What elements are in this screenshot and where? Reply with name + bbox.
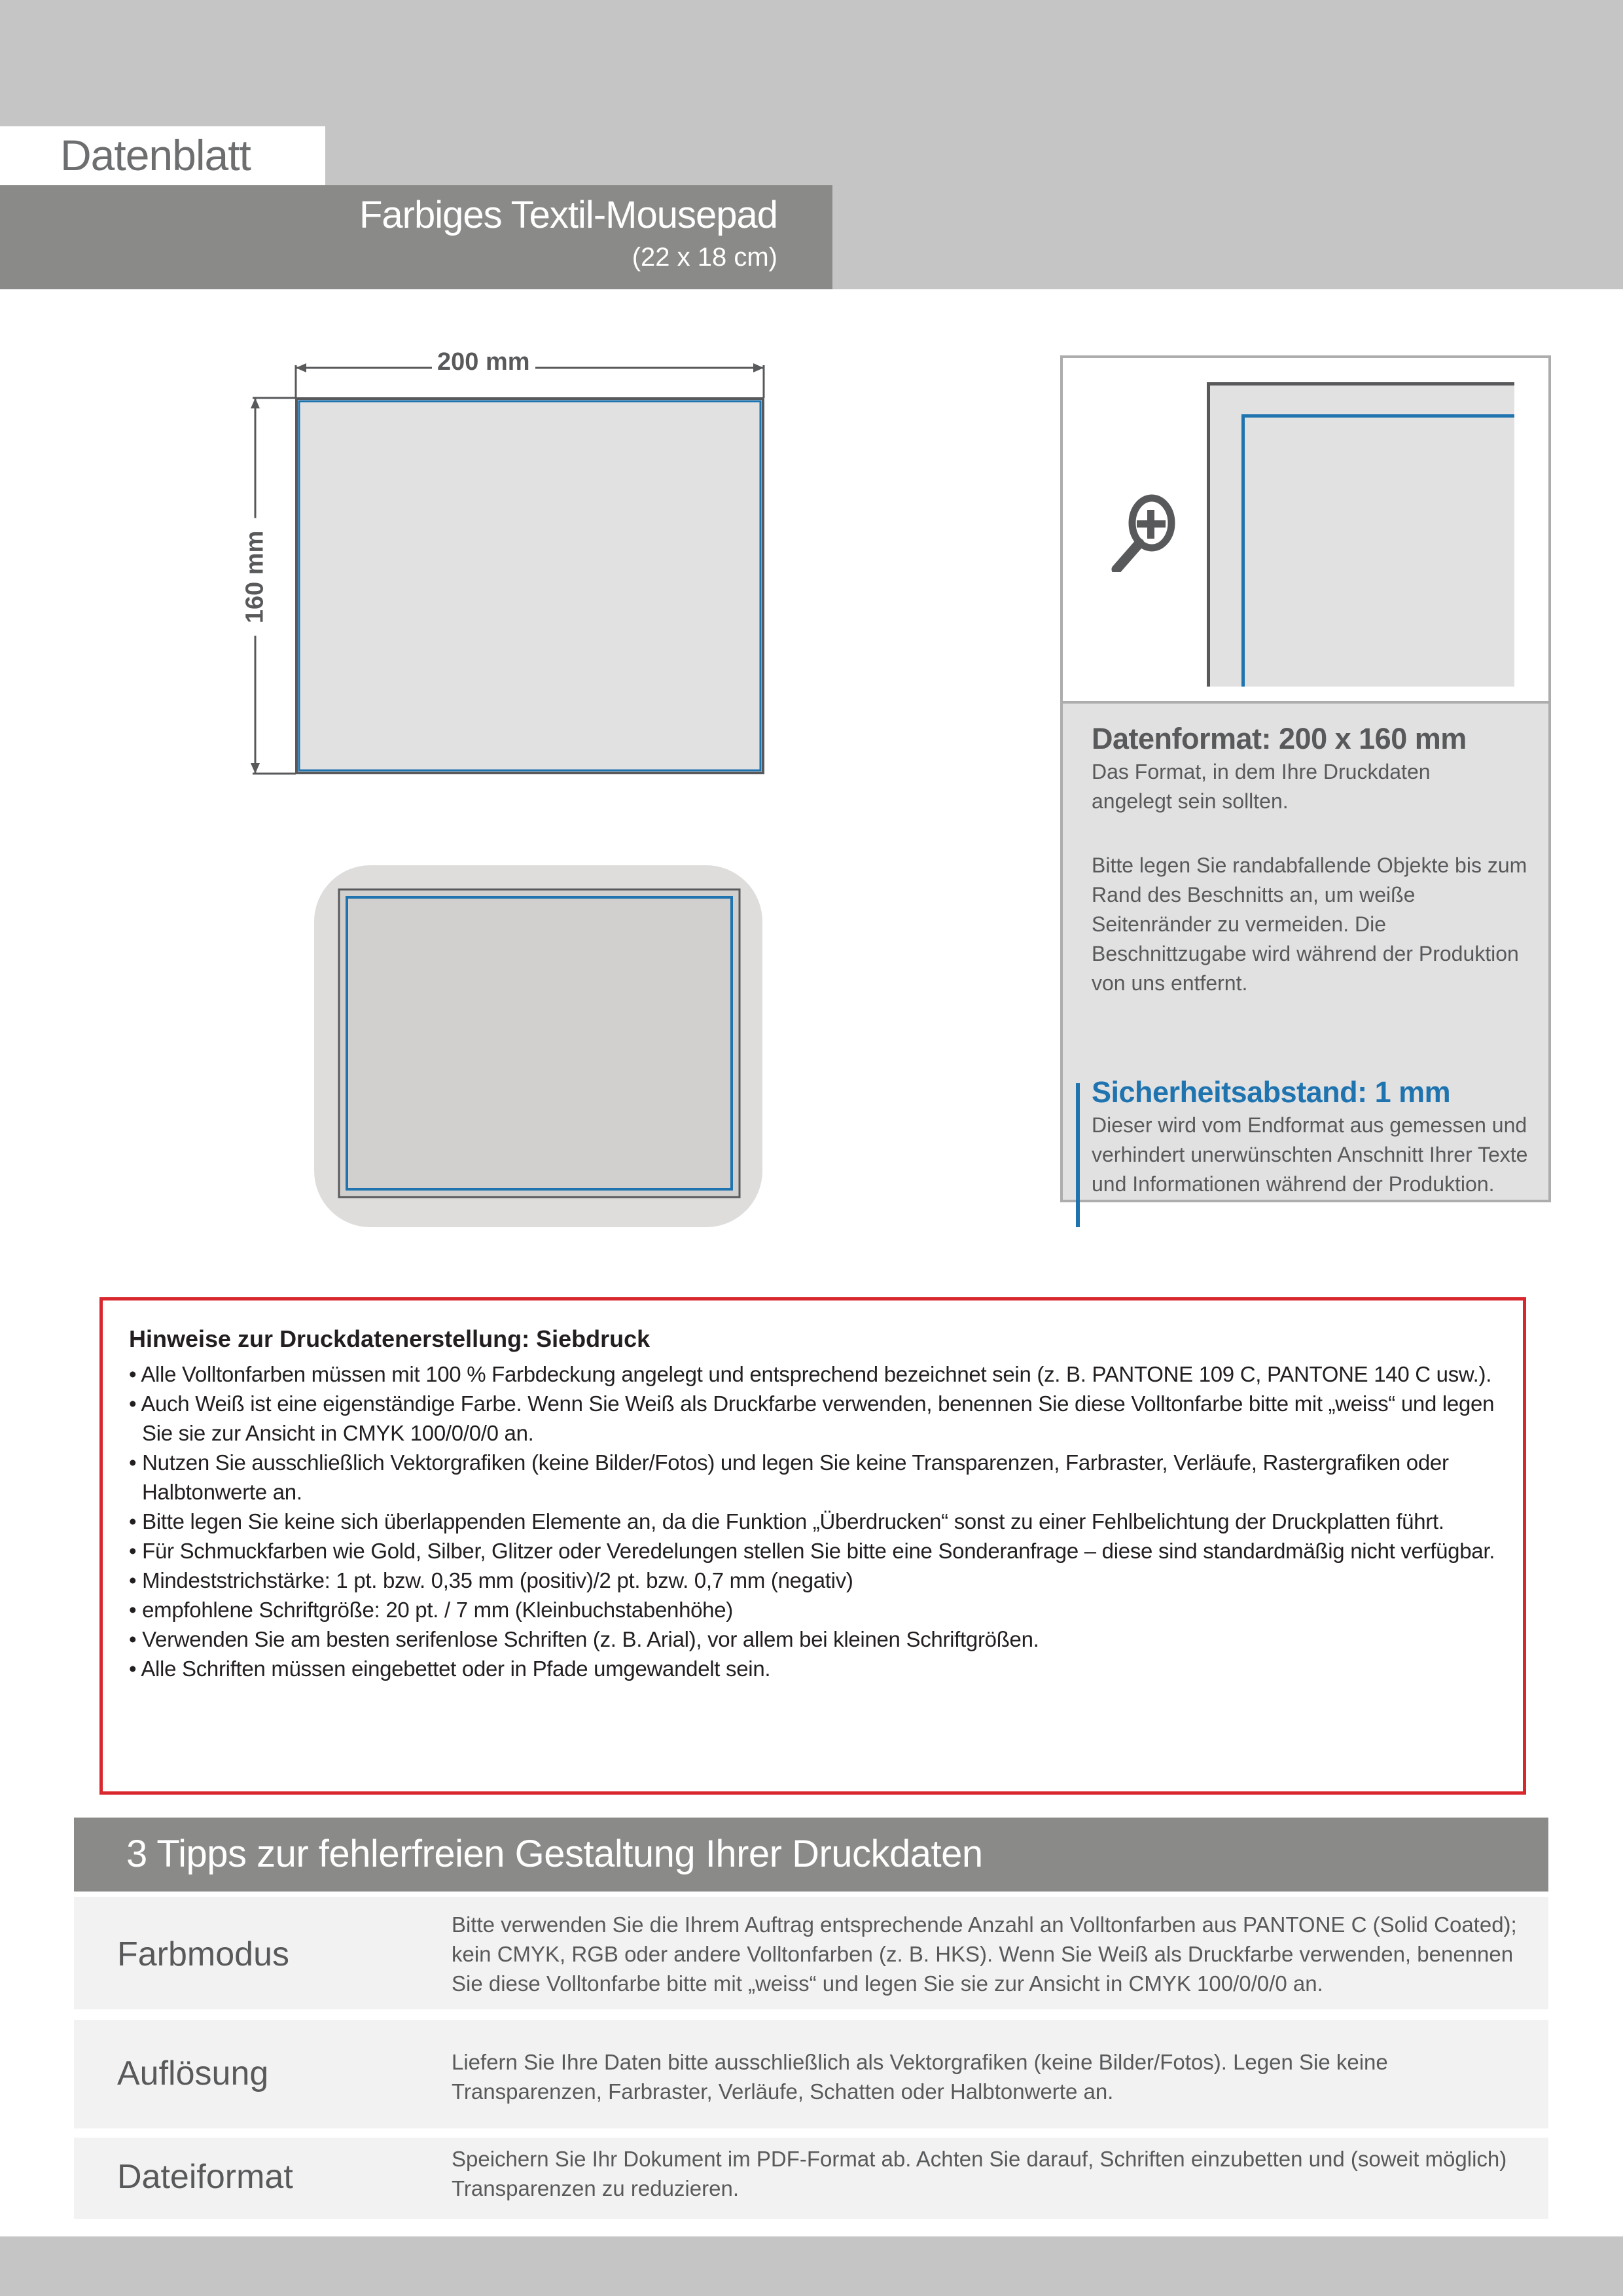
tip-row-farbmodus (74, 1897, 1548, 2009)
tips-header (74, 1818, 1548, 1892)
zoom-bleed-corner (1207, 382, 1514, 687)
hint-item: • Bitte legen Sie keine sich überlappenden Elemente an, da die Funktion „Überdrucken“ sonst zu einer Fehlbelichtung der Druckplatten führt. (129, 1507, 1503, 1536)
tip-label: Auflösung (117, 2054, 269, 2092)
info-text-area (1063, 704, 1548, 1200)
height-label: 160 mm (241, 518, 270, 636)
safety-accent-bar (1076, 1083, 1080, 1227)
product-size: (22 x 18 cm) (632, 243, 777, 272)
arrow-down-icon (251, 763, 260, 774)
mousepad-drawing (314, 865, 762, 1227)
product-title: Farbiges Textil-Mousepad (359, 194, 777, 236)
arrow-right-icon (753, 363, 764, 372)
arrow-left-icon (296, 363, 306, 372)
hint-item: • Alle Schriften müssen eingebettet oder in Pfade umgewandelt sein. (129, 1654, 1503, 1683)
dimension-drawing (236, 347, 798, 792)
zoom-detail (1063, 358, 1548, 704)
pad-cut-line (339, 889, 740, 1197)
hint-item: • Auch Weiß ist eine eigenständige Farbe. Wenn Sie Weiß als Druckfarbe verwenden, benennen Sie diese Volltonfarbe bitte mit „weiss“ und legen Sie sie zur Ansicht in CMYK 100/0/0/0 an. (129, 1389, 1503, 1448)
hint-item: • Für Schmuckfarben wie Gold, Silber, Glitzer oder Veredelungen stellen Sie bitte eine Sonderanfrage – diese sind standardmäßig nicht verfügbar. (129, 1536, 1503, 1566)
hints-box (99, 1297, 1526, 1795)
hint-item: • Alle Volltonfarben müssen mit 100 % Farbdeckung angelegt und entsprechend bezeichnet sein (z. B. PANTONE 109 C, PANTONE 140 C usw.). (129, 1359, 1503, 1389)
tip-row-dateiformat (74, 2138, 1548, 2219)
hints-title: Hinweise zur Druckdatenerstellung: Siebdruck (129, 1325, 651, 1352)
tip-label: Farbmodus (117, 1935, 289, 1973)
hints-list (129, 1359, 1503, 1683)
info-panel (1060, 355, 1551, 1202)
doc-type-title: Datenblatt (60, 131, 251, 179)
format-description: Das Format, in dem Ihre Druckdaten angelegt sein sollten. (1092, 760, 1431, 813)
safety-heading: Sicherheitsabstand: 1 mm (1092, 1075, 1451, 1109)
tip-text: Speichern Sie Ihr Dokument im PDF-Format ab. Achten Sie darauf, Schriften einzubetten und (soweit möglich) Transparenzen zu reduzieren. (452, 2147, 1507, 2200)
mousepad-preview (314, 865, 762, 1227)
dimension-diagram (236, 347, 798, 792)
zoom-safety-corner (1241, 414, 1514, 687)
zoom-in-icon (1103, 492, 1183, 572)
tips-title: 3 Tipps zur fehlerfreien Gestaltung Ihrer Druckdaten (126, 1833, 983, 1875)
width-label: 200 mm (432, 348, 535, 376)
bleed-description: Bitte legen Sie randabfallende Objekte bis zum Rand des Beschnitts an, um weiße Seitenränder zu vermeiden. Die Beschnittzugabe wird während der Produktion von uns entfernt. (1092, 853, 1527, 995)
hint-item: • Verwenden Sie am besten serifenlose Schriften (z. B. Arial), vor allem bei kleinen Schriftgrößen. (129, 1624, 1503, 1654)
tip-label: Dateiformat (117, 2158, 293, 2196)
format-heading: Datenformat: 200 x 160 mm (1092, 722, 1467, 755)
hint-item: • empfohlene Schriftgröße: 20 pt. / 7 mm (Kleinbuchstabenhöhe) (129, 1595, 1503, 1624)
doc-type-box (0, 126, 325, 185)
tip-text: Bitte verwenden Sie die Ihrem Auftrag entsprechende Anzahl an Volltonfarben aus PANTONE C (Solid Coated); kein CMYK, RGB oder andere Volltonfarben (z. B. HKS). Wenn Sie Weiß als Druckfarbe verwenden, benennen Sie diese Volltonfarbe bitte mit „weiss“ und legen Sie sie zur Ansicht in CMYK 100/0/0/0 an. (452, 1912, 1517, 1996)
arrow-up-icon (251, 398, 260, 408)
footer-band (0, 2236, 1623, 2296)
hint-item: • Nutzen Sie ausschließlich Vektorgrafiken (keine Bilder/Fotos) und legen Sie keine Transparenzen, Farbraster, Verläufe, Rastergrafiken oder Halbtonwerte an. (129, 1448, 1503, 1507)
format-rectangle (296, 399, 763, 773)
hint-item: • Mindeststrichstärke: 1 pt. bzw. 0,35 mm (positiv)/2 pt. bzw. 0,7 mm (negativ) (129, 1566, 1503, 1595)
product-bar (0, 185, 832, 289)
tip-row-aufloesung (74, 2020, 1548, 2128)
tip-text: Liefern Sie Ihre Daten bitte ausschließlich als Vektorgrafiken (keine Bilder/Fotos). Legen Sie keine Transparenzen, Farbraster, Verläufe, Schatten oder Halbtonwerte an. (452, 2050, 1388, 2104)
safety-description: Dieser wird vom Endformat aus gemessen und verhindert unerwünschten Anschnitt Ihrer Texte und Informationen während der Produktion. (1092, 1113, 1528, 1196)
